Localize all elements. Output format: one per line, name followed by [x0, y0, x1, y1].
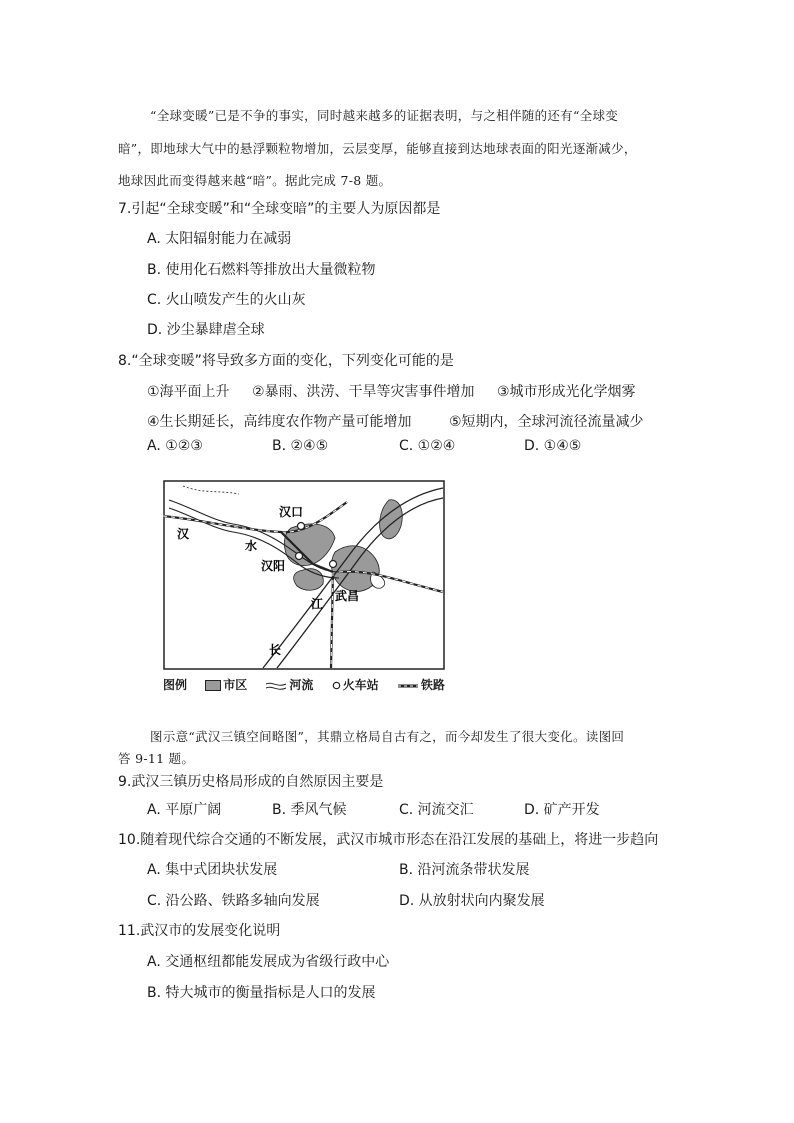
label-shui: 水 [245, 539, 258, 553]
wuhan-map [163, 480, 445, 696]
q8-option-c: C. ①②④ [399, 438, 456, 454]
q8-option-d: D. ①④⑤ [524, 438, 582, 454]
q10-option-d: D. 从放射状向内聚发展 [399, 893, 545, 909]
label-wuchang: 武昌 [335, 589, 360, 603]
label-hanyang: 汉阳 [261, 559, 286, 573]
label-chang: 长 [269, 643, 282, 657]
urban-swatch [205, 680, 221, 691]
urban-hanyang [294, 569, 324, 591]
legend-title: 图例 [163, 678, 188, 692]
q9-option-b: B. 季风气候 [272, 802, 347, 818]
station-icon [332, 681, 341, 690]
q9-option-a: A. 平原广阔 [147, 802, 222, 818]
map-legend [163, 676, 459, 693]
passage-line: 图示意“武汉三镇空间略图”，其鼎立格局自古有之，而今却发生了很大变化。读图回 [150, 729, 625, 744]
railway-icon [397, 683, 419, 689]
label-jiang: 江 [311, 597, 324, 611]
legend-railway: 铁路 [397, 676, 445, 693]
question-11-stem: 11.武汉市的发展变化说明 [118, 923, 281, 939]
q8-item-5: ⑤短期内，全球河流径流量减少 [449, 414, 644, 430]
q11-option-a: A. 交通枢纽都能发展成为省级行政中心 [147, 954, 390, 970]
passage-line: “全球变暖”已是不争的事实，同时越来越多的证据表明，与之相伴随的还有“全球变 [150, 108, 619, 123]
wuhan-map-drawing [163, 480, 445, 670]
q7-option-d: D. 沙尘暴肆虐全球 [147, 322, 265, 338]
q8-item-1: ①海平面上升 [147, 384, 230, 400]
q10-option-c: C. 沿公路、铁路多轴向发展 [147, 893, 320, 909]
q8-item-3: ③城市形成光化学烟雾 [497, 384, 636, 400]
q7-option-a: A. 太阳辐射能力在减弱 [147, 231, 292, 247]
q11-option-b: B. 特大城市的衡量指标是人口的发展 [147, 985, 376, 1001]
question-8-stem: 8.“全球变暖”将导致多方面的变化，下列变化可能的是 [118, 353, 454, 369]
station-hankou [298, 523, 305, 530]
river-icon [265, 681, 287, 691]
q7-option-c: C. 火山喷发产生的火山灰 [147, 292, 306, 308]
station-wuchang [330, 561, 337, 568]
question-7-stem: 7.引起“全球变暖”和“全球变暗”的主要人为原因都是 [118, 201, 441, 217]
q8-item-2: ②暴雨、洪涝、干旱等灾害事件增加 [252, 384, 475, 400]
legend-station: 火车站 [332, 676, 379, 693]
q10-option-b: B. 沿河流条带状发展 [399, 862, 530, 878]
q9-option-c: C. 河流交汇 [399, 802, 474, 818]
q7-option-b: B. 使用化石燃料等排放出大量微粒物 [147, 262, 376, 278]
q10-option-a: A. 集中式团块状发展 [147, 862, 278, 878]
passage-line: 地球因此而变得越来越“暗”。据此完成 7-8 题。 [118, 173, 392, 188]
q8-option-b: B. ②④⑤ [272, 438, 329, 454]
station-hanyang [296, 553, 303, 560]
question-10-stem: 10.随着现代综合交通的不断发展，武汉市城市形态在沿江发展的基础上，将进一步趋向 [118, 832, 659, 848]
passage-line: 暗”，即地球大气中的悬浮颗粒物增加，云层变厚，能够直接到达地球表面的阳光逐渐减少， [118, 141, 637, 156]
legend-urban: 市区 [205, 676, 247, 693]
q8-option-a: A. ①②③ [147, 438, 203, 454]
label-han: 汉 [177, 527, 190, 541]
legend-river: 河流 [265, 676, 313, 693]
q9-option-d: D. 矿产开发 [524, 802, 600, 818]
q8-item-4: ④生长期延长，高纬度农作物产量可能增加 [147, 414, 412, 430]
passage-line: 答 9-11 题。 [118, 751, 195, 766]
question-9-stem: 9.武汉三镇历史格局形成的自然原因主要是 [118, 774, 384, 790]
label-hankou: 汉口 [279, 505, 304, 519]
